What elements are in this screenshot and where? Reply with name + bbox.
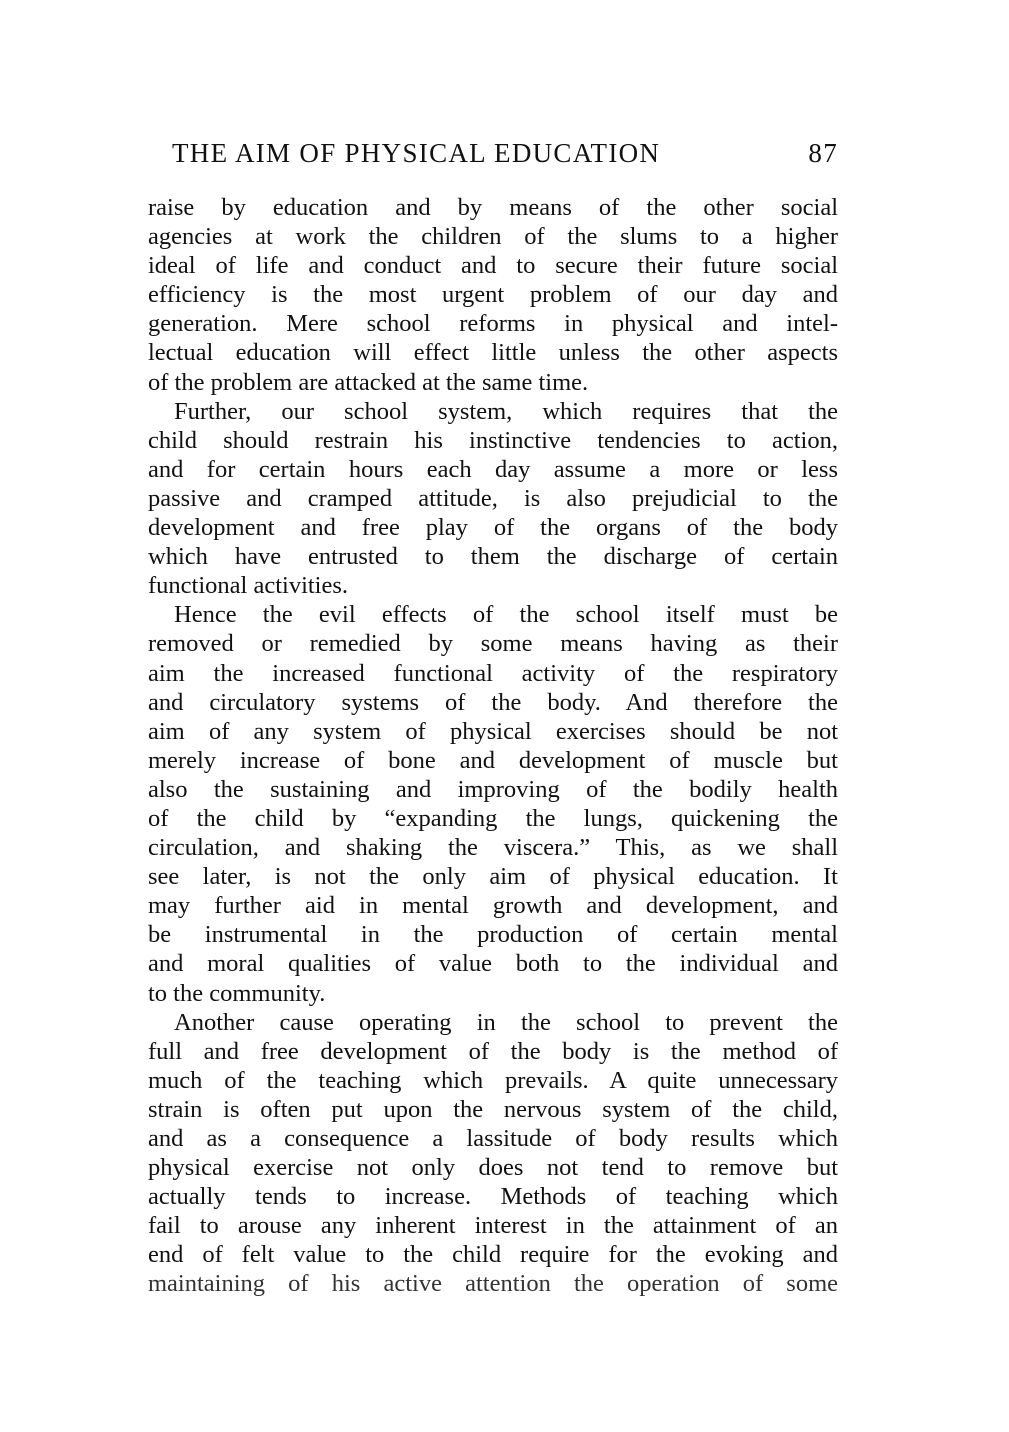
text-line: and as a consequence a lassitude of body results which: [148, 1125, 838, 1152]
body-text: [148, 193, 838, 1299]
running-head: [172, 138, 838, 178]
text-line: generation. Mere school reforms in physical and intel-: [148, 310, 838, 338]
text-line: much of the teaching which prevails. A quite unnecessary: [148, 1066, 838, 1094]
text-line: physical exercise not only does not tend to remove but: [148, 1154, 838, 1182]
text-line: and circulatory systems of the body. And therefore the: [148, 688, 838, 716]
text-line: Further, our school system, which requires that the: [174, 397, 838, 425]
text-line: which have entrusted to them the discharge of certain: [148, 543, 838, 571]
text-line: ideal of life and conduct and to secure their future social: [148, 252, 838, 280]
text-line: child should restrain his instinctive tendencies to action,: [148, 426, 838, 454]
text-line: be instrumental in the production of certain mental: [148, 921, 838, 949]
text-line: merely increase of bone and development of muscle but: [148, 746, 838, 774]
text-line: may further aid in mental growth and development, and: [148, 892, 838, 920]
text-line: agencies at work the children of the slums to a higher: [148, 223, 838, 251]
text-line: of the problem are attacked at the same time.: [148, 368, 589, 396]
text-line: Hence the evil effects of the school itself must be: [174, 601, 838, 629]
text-line: aim of any system of physical exercises should be not: [148, 717, 838, 745]
text-line: to the community.: [148, 979, 326, 1007]
text-line: functional activities.: [148, 572, 349, 600]
text-line: development and free play of the organs of the body: [148, 514, 838, 542]
chapter-title: THE AIM OF PHYSICAL EDUCATION: [172, 138, 661, 168]
text-line: aim the increased functional activity of the respiratory: [148, 659, 838, 687]
text-line: also the sustaining and improving of the bodily health: [148, 775, 838, 803]
text-line: maintaining of his active attention the operation of some: [148, 1270, 838, 1298]
text-line: of the child by “expanding the lungs, quickening the: [148, 804, 838, 832]
text-line: passive and cramped attitude, is also prejudicial to the: [148, 484, 838, 512]
text-line: efficiency is the most urgent problem of our day and: [148, 281, 838, 309]
text-line: fail to arouse any inherent interest in the attainment of an: [148, 1212, 838, 1240]
text-line: lectual education will effect little unless the other aspects: [148, 339, 838, 367]
text-line: full and free development of the body is the method of: [148, 1037, 838, 1065]
text-line: and for certain hours each day assume a more or less: [148, 455, 838, 483]
text-line: strain is often put upon the nervous system of the child,: [148, 1095, 838, 1123]
text-line: removed or remedied by some means having as their: [148, 630, 838, 658]
page-number: 87: [808, 138, 838, 168]
text-line: Another cause operating in the school to prevent the: [174, 1008, 838, 1036]
text-line: actually tends to increase. Methods of teaching which: [148, 1183, 838, 1211]
text-line: raise by education and by means of the other social: [148, 194, 838, 221]
text-line: end of felt value to the child require for the evoking and: [148, 1241, 838, 1269]
text-line: and moral qualities of value both to the individual and: [148, 950, 838, 978]
text-line: circulation, and shaking the viscera.” This, as we shall: [148, 834, 838, 862]
text-line: see later, is not the only aim of physical education. It: [148, 863, 838, 891]
